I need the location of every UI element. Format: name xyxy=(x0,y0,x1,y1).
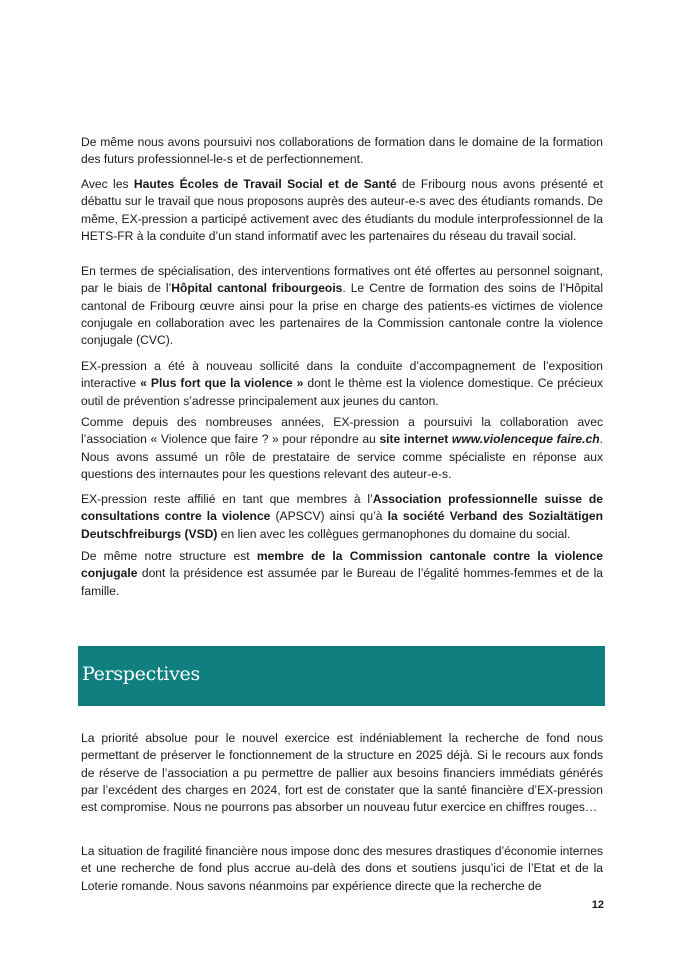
bold-text: membre de la Commission cantonale contre la violence conjugale xyxy=(81,549,604,581)
paragraph-hospital xyxy=(81,263,603,349)
text: De même nous avons poursuivi nos collaborations de formation dans le domaine de la formation des futurs professionnel-le-s et de perfectionnement. xyxy=(81,135,603,167)
paragraph-hets-schools xyxy=(81,176,603,245)
text: Avec les xyxy=(81,177,134,191)
text: La situation de fragilité financière nous impose donc des mesures drastiques d’économie internes et une recherche de fond plus accrue au-delà des dons et soutiens jusqu’ici de l’Etat et de la Loterie romande. Nous savons néanmoins par expérience directe que la recherche de xyxy=(81,844,603,893)
paragraph-exhibition xyxy=(81,358,603,410)
page-number: 12 xyxy=(591,899,604,911)
text: Comme depuis des nombreuses années, EX-pression a poursuivi la collaboration avec l’association « Violence que faire ? » pour répondre au xyxy=(81,415,603,447)
paragraph-affiliations xyxy=(81,491,603,543)
website-link-text: www.violenceque faire.ch xyxy=(451,432,600,447)
paragraph-commission xyxy=(81,548,603,600)
section-title: Perspectives xyxy=(82,663,200,685)
text: . Le Centre de formation des soins de l’Hôpital cantonal de Fribourg œuvre ainsi pour la prise en charge des patients-es victimes de violence conjugale en collaboration avec les partenaires de la Commission cantonale contre la violence conjugale (CVC). xyxy=(81,281,604,348)
text: De même notre structure est xyxy=(81,549,257,563)
bold-text: « Plus fort que la violence » xyxy=(140,376,304,391)
text: dont la présidence est assumée par le Bureau de l’égalité hommes-femmes et de la famille. xyxy=(81,566,603,598)
text: en lien avec les collègues germanophones du domaine du social. xyxy=(217,526,571,541)
text: En termes de spécialisation, des interventions formatives ont été offertes au personnel soignant, par le biais de l’ xyxy=(81,264,603,296)
text: dont le thème est la violence domestique. Ce précieux outil de prévention s’adresse principalement aux jeunes du canton. xyxy=(81,376,603,408)
section-banner xyxy=(78,646,605,706)
bold-text: Association professionnelle suisse de consultations contre la violence xyxy=(81,492,603,524)
bold-text: site internet xyxy=(379,432,452,447)
text: La priorité absolue pour le nouvel exercice est indéniablement la recherche de fond nous permettant de préserver le fonctionnement de la structure en 2025 déjà. Si le recours aux fonds de réserve de l’association a pu permettre de pallier aux besoins financiers immédiats générés par l’excédent des charges en 2024, fort est de constater que la santé financière d’EX-pression est compromise. Nous ne pourrons pas absorber un nouveau futur exercice en chiffres rouges… xyxy=(81,731,603,815)
bold-text: Hautes Écoles de Travail Social et de Santé xyxy=(133,177,397,191)
paragraph-training-collaborations xyxy=(81,134,603,169)
text: de Fribourg nous avons présenté et débattu sur le travail que nous proposons auprès des auteur-e-s avec des étudiants romands. De même, EX-pression a participé activement avec des étudiants du module interprofessionnel de la HETS-FR à la conduite d’un stand informatif avec les partenaires du réseau du travail social. xyxy=(81,177,604,243)
paragraph-priority xyxy=(81,730,603,816)
text: . Nous avons assumé un rôle de prestataire de service comme spécialiste en réponse aux questions des internautes pour les questions relevant des auteur-e-s. xyxy=(81,432,603,481)
paragraph-website xyxy=(81,414,603,483)
bold-text: Hôpital cantonal fribourgeois xyxy=(171,281,343,296)
bold-text: la société Verband des Sozialtätigen Deutschfreiburgs (VSD) xyxy=(81,509,604,541)
text: EX-pression reste affilié en tant que membres à l’ xyxy=(81,492,373,506)
text: (APSCV) ainsi qu’à xyxy=(270,509,388,524)
paragraph-financial-situation xyxy=(81,843,603,895)
text: EX-pression a été à nouveau sollicité dans la conduite d’accompagnement de l’exposition interactive xyxy=(81,359,603,391)
